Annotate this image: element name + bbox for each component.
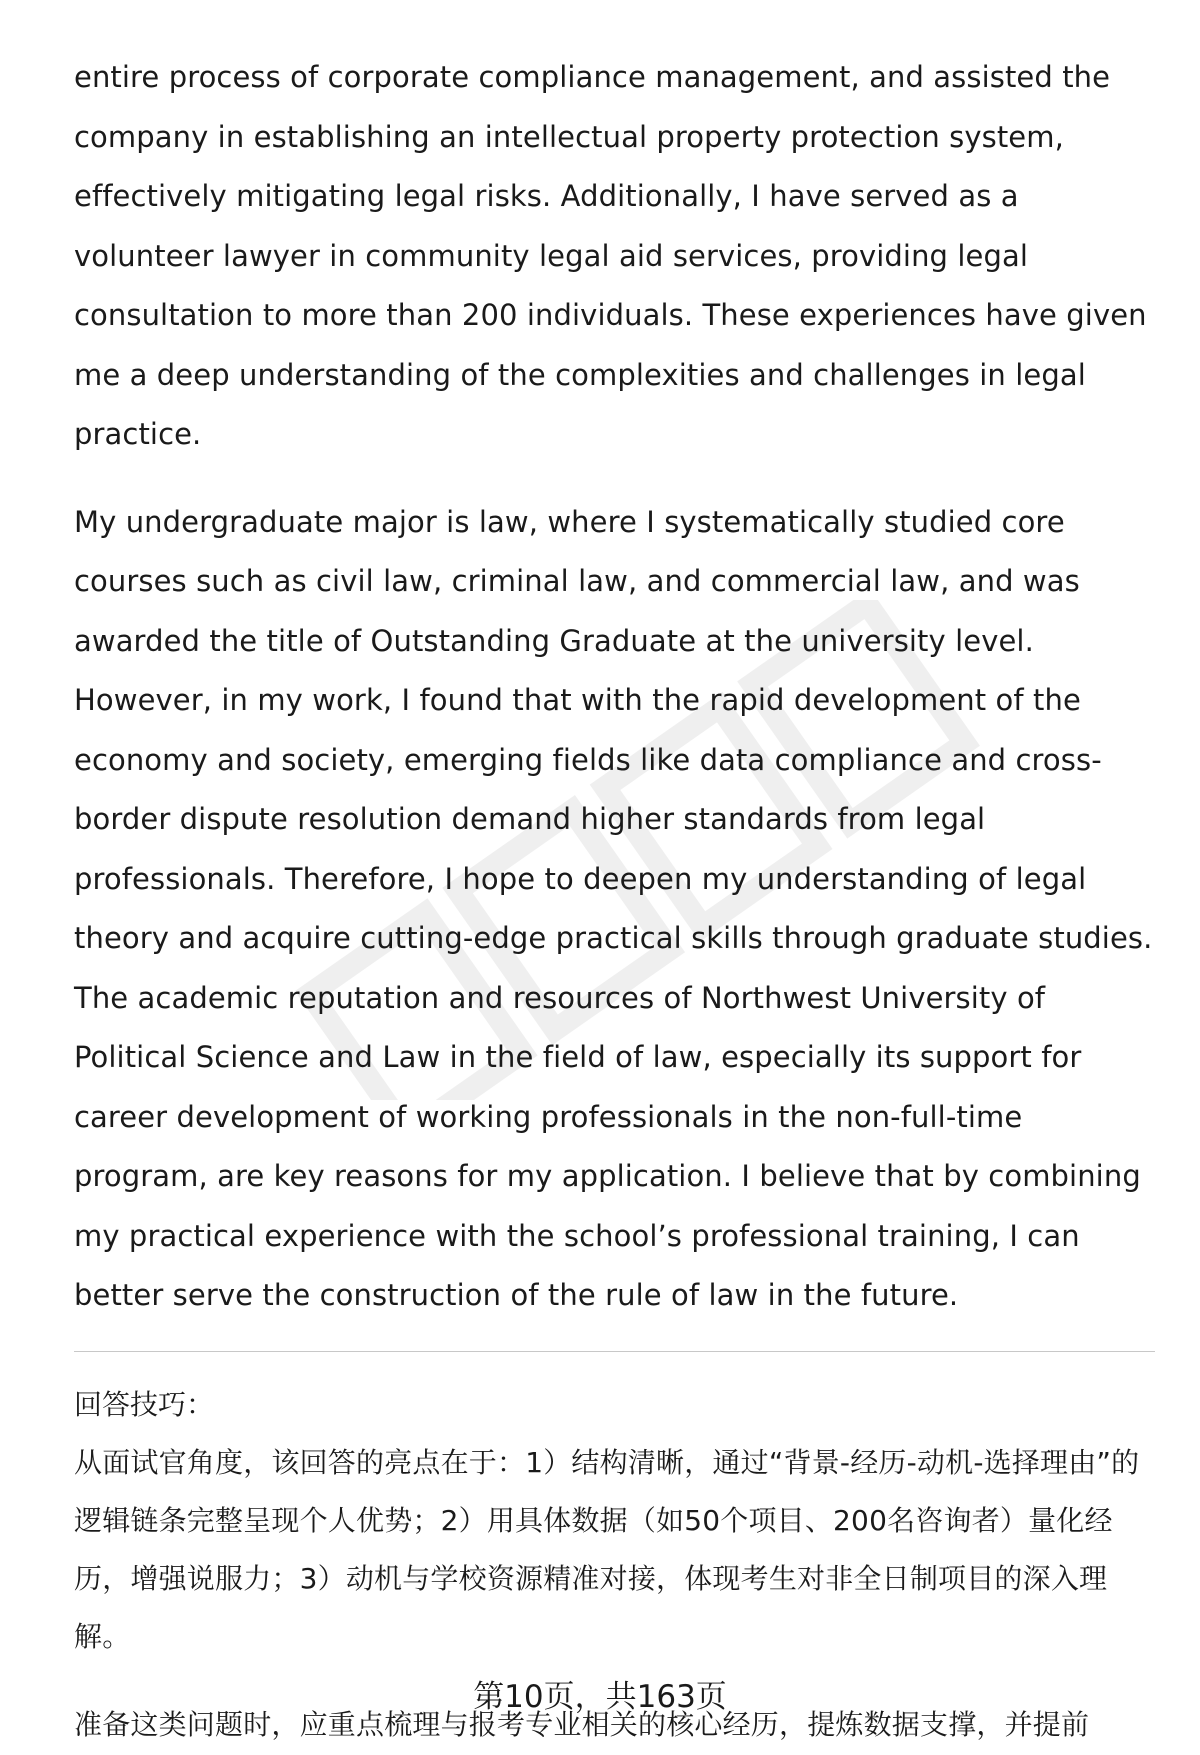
main-content bbox=[74, 48, 1159, 1754]
tips-paragraph-highlights: 从面试官角度，该回答的亮点在于：1）结构清晰，通过“背景-经历-动机-选择理由”的逻辑链条完整呈现个人优势；2）用具体数据（如50个项目、200名咨询者）量化经历，增强说服力；3）动机与学校资源精准对接，体现考生对非全日制项目的深入理解。 bbox=[74, 1445, 1140, 1653]
tips-paragraph-preparation: 准备这类问题时，应重点梳理与报考专业相关的核心经历，提炼数据支撑，并提前 bbox=[74, 1707, 1090, 1741]
section-divider bbox=[74, 1351, 1155, 1352]
paragraph-motivation: My undergraduate major is law, where I systematically studied core courses such as civil law, criminal law, and commercial law, and was awarded the title of Outstanding Graduate at the university level. However, in my work, I found that with the rapid development of the economy and society, emerging fields like data compliance and cross-border dispute resolution demand higher standards from legal professionals. Therefore, I hope to deepen my understanding of legal theory and acquire cutting-edge practical skills through graduate studies. The academic reputation and resources of Northwest University of Political Science and Law in the field of law, especially its support for career development of working professionals in the non-full-time program, are key reasons for my application. I believe that by combining my practical experience with the school’s professional training, I can better serve the construction of the rule of law in the future. bbox=[74, 504, 1153, 1312]
tips-title: 回答技巧： bbox=[74, 1387, 215, 1421]
page-number: 第10页，共163页 bbox=[473, 1679, 727, 1715]
paragraph-experience: entire process of corporate compliance management, and assisted the company in establishing an intellectual property protection system, effectively mitigating legal risks. Additionally, I have served as a volunteer lawyer in community legal aid services, providing legal consultation to more than 200 individuals. These experiences have given me a deep understanding of the complexities and challenges in legal practice. bbox=[74, 60, 1147, 451]
